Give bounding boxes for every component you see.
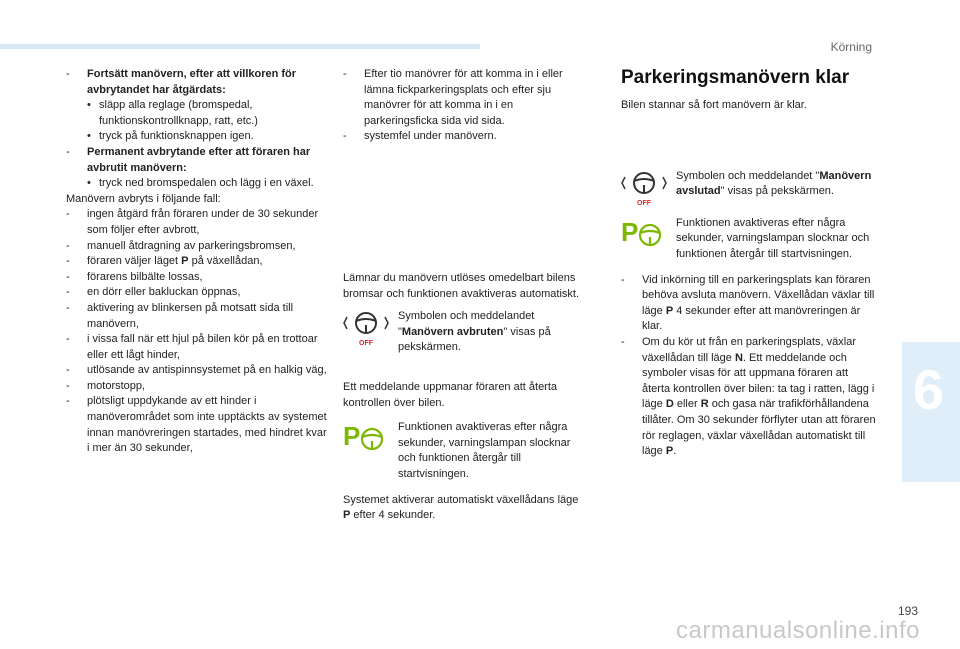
- text-run: på växellådan,: [188, 255, 263, 268]
- text-run: plötsligt uppdykande av ett hinder i manöverområdet som inte upptäckts av systemet innan manövreringen startades, med hindret kvar i mer än 30 sekunder,: [87, 395, 327, 455]
- completed-message-row: [621, 169, 876, 207]
- intro-paragraph: Bilen stannar så fort manövern är klar.: [621, 99, 807, 111]
- paragraph: [66, 192, 328, 208]
- bullet-item: [66, 129, 328, 145]
- text-run: 4 sekunder efter att manövreringen är klar.: [642, 304, 861, 333]
- deactivation-row: [621, 216, 876, 263]
- column-middle: [343, 67, 588, 524]
- column-right: [621, 67, 876, 460]
- list-item: [66, 207, 328, 238]
- bold-text: P: [181, 255, 189, 268]
- message-prefix: Symbolen och meddelandet ": [676, 169, 820, 182]
- list-item: [621, 273, 876, 335]
- bold-text: P: [343, 509, 351, 522]
- bold-text: P: [665, 445, 674, 458]
- text-run: förarens bilbälte lossas,: [87, 270, 203, 283]
- parking-letter: P: [343, 422, 361, 452]
- parking-p-steering-icon: [621, 218, 671, 248]
- list-item: [621, 335, 876, 460]
- text-run: en dörr eller bakluckan öppnas,: [87, 286, 241, 299]
- bold-text: P: [665, 304, 674, 317]
- text-run: i vissa fall när ett hjul på bilen kör på en trottoar eller ett lågt hinder,: [87, 333, 318, 361]
- text-run: tryck ned bromspedalen och lägg i en växel.: [99, 177, 314, 190]
- list-item: [66, 67, 328, 98]
- text-run: föraren väljer läget: [87, 255, 182, 268]
- list-item: [343, 129, 588, 145]
- text-run: Vid inkörning till en parkeringsplats kan föraren behöva avsluta manövern. Växellådan växlar till läge: [642, 273, 875, 317]
- off-label: OFF: [637, 199, 651, 207]
- text-run: utlösande av antispinnsystemet på en halkig väg,: [87, 364, 327, 377]
- section-heading: Parkeringsmanövern klar: [621, 67, 850, 88]
- list-item: [66, 332, 328, 363]
- list-item: [343, 67, 588, 129]
- message-prefix: Symbolen och meddelandet ": [398, 310, 535, 338]
- deactivation-text: Funktionen avaktiveras efter några sekunder, varningslampan slocknar och funktionen återgår till startvisningen.: [676, 216, 870, 260]
- steering-wheel-off-icon: [621, 171, 667, 213]
- text-run: Om du kör ut från en parkeringsplats, växlar växellådan till läge: [642, 335, 856, 364]
- bullet-item: [66, 98, 328, 129]
- text-run: ingen åtgärd från föraren under de 30 sekunder som följer efter avbrott,: [87, 208, 319, 236]
- list-item: [66, 270, 328, 286]
- aborted-message-row: [343, 309, 588, 356]
- chapter-number: 6: [912, 358, 944, 421]
- message-suffix: " visas på pekskärmen.: [398, 325, 551, 354]
- release-paragraph: Lämnar du manövern utlöses omedelbart bilens bromsar och funktionen avaktiveras automatiskt.: [343, 271, 580, 300]
- list-item: [66, 254, 328, 270]
- bold-text: D: [665, 398, 674, 411]
- final-paragraph: [343, 493, 588, 524]
- message-suffix: " visas på pekskärmen.: [720, 185, 834, 198]
- text-run: efter 4 sekunder.: [350, 509, 436, 522]
- list-item: [66, 145, 328, 176]
- text-run: Efter tio manövrer för att komma in i eller lämna fickparkeringsplats och efter sju manövrer för att komma in i en parkeringsficka sida vid sida.: [364, 68, 563, 127]
- section-title: Körning: [830, 40, 872, 54]
- list-item: [66, 363, 328, 379]
- list-item: [66, 394, 328, 456]
- watermark: carmanualsonline.info: [676, 617, 920, 644]
- rich-list: [343, 67, 588, 145]
- steering-wheel-off-icon: [343, 311, 389, 353]
- deactivation-row: [343, 420, 588, 482]
- bold-text: Fortsätt manövern, efter att villkoren för avbrytandet har åtgärdats:: [87, 68, 297, 96]
- text-run: Manövern avbryts i följande fall:: [66, 192, 221, 205]
- text-run: .: [673, 445, 677, 458]
- message-name: Manövern avslutad: [676, 169, 872, 198]
- list-item: [66, 379, 328, 395]
- text-run: eller: [673, 398, 701, 411]
- text-run: Systemet aktiverar automatiskt växellådans läge: [343, 493, 579, 506]
- text-run: manuell åtdragning av parkeringsbromsen,: [87, 239, 296, 252]
- off-label: OFF: [359, 340, 373, 348]
- text-run: . Ett meddelande och symboler visas för att uppmana föraren att återta kontrollen över bilen: ta tag i ratten, lägg i läge: [642, 351, 875, 411]
- rich-list: [66, 67, 328, 457]
- text-run: släpp alla reglage (bromspedal, funktionskontrollknapp, ratt, etc.): [99, 99, 258, 127]
- text-run: och gasa när trafikförhållandena tillåter. Om 30 sekunder förflyter utan att föraren rör reglagen, växlar växellådan automatiskt till läge: [642, 398, 876, 458]
- bold-text: Permanent avbrytande efter att föraren har avbrutit manövern:: [87, 145, 311, 174]
- header-accent-bar: [0, 44, 480, 49]
- text-run: aktivering av blinkersen på motsatt sida till manövern,: [87, 301, 294, 330]
- message-name: Manövern avbruten: [401, 325, 504, 338]
- list-item: [66, 301, 328, 332]
- parking-p-steering-icon: [343, 422, 393, 452]
- list-item: [66, 285, 328, 301]
- list-item: [66, 239, 328, 255]
- message-paragraph: Ett meddelande uppmanar föraren att återta kontrollen över bilen.: [343, 380, 558, 409]
- deactivation-text: Funktionen avaktiveras efter några sekunder, varningslampan slocknar och funktionen återgår till startvisningen.: [398, 421, 571, 480]
- parking-letter: P: [621, 217, 639, 247]
- bullet-item: [66, 176, 328, 192]
- column-left: [66, 67, 328, 457]
- rich-list: [621, 273, 876, 460]
- bold-text: R: [700, 398, 709, 411]
- page-number: 193: [897, 604, 918, 618]
- text-run: motorstopp,: [87, 379, 146, 392]
- bold-text: N: [734, 351, 743, 364]
- text-run: tryck på funktionsknappen igen.: [99, 130, 254, 143]
- text-run: systemfel under manövern.: [364, 130, 497, 143]
